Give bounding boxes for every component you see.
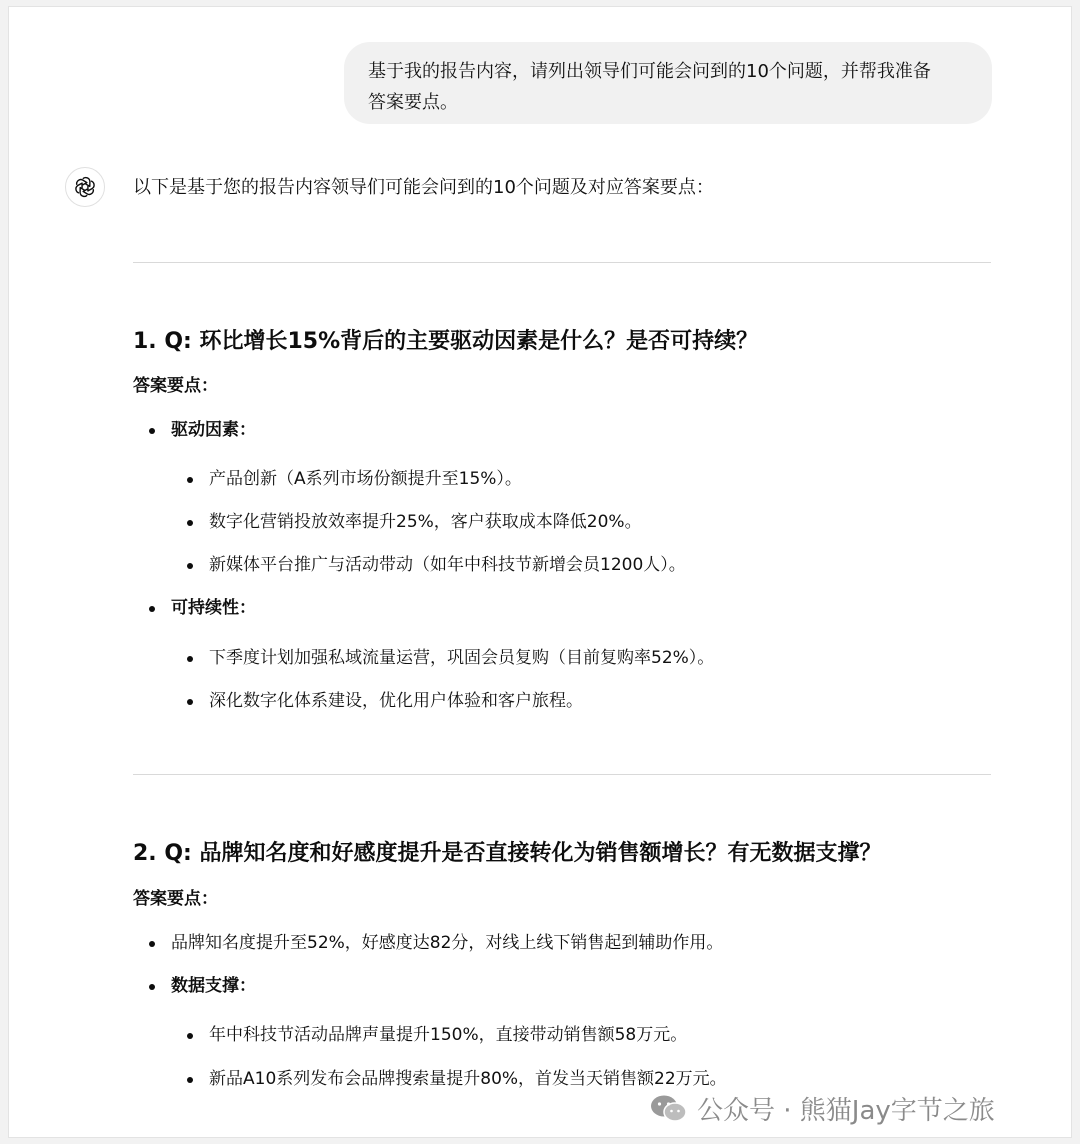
list-item-text: 品牌知名度提升至52%，好感度达82分，对线上线下销售起到辅助作用。 (171, 933, 724, 953)
list-item-text: 数字化营销投放效率提升25%，客户获取成本降低20%。 (209, 512, 642, 532)
list-item-text: 产品创新（A系列市场份额提升至15%）。 (209, 469, 522, 489)
list-item (151, 974, 256, 998)
list-item-text: 新品A10系列发布会品牌搜索量提升80%，首发当天销售额22万元。 (209, 1069, 727, 1089)
bullet (187, 563, 193, 569)
list-item (189, 646, 714, 670)
assistant-intro: 以下是基于您的报告内容领导们可能会问到的10个问题及对应答案要点： (133, 177, 714, 198)
divider (133, 262, 991, 263)
list-item (189, 1067, 727, 1091)
list-item (151, 931, 723, 955)
section-label: 驱动因素： (171, 420, 256, 440)
bullet (187, 1033, 193, 1039)
user-message-bubble (344, 42, 992, 124)
list-item (189, 689, 583, 713)
bullet (187, 699, 193, 705)
list-item (189, 467, 522, 491)
list-item (189, 553, 686, 577)
bullet (149, 941, 155, 947)
bullet (187, 477, 193, 483)
question-2-title: 2. Q: 品牌知名度和好感度提升是否直接转化为销售额增长？有无数据支撑？ (133, 841, 882, 866)
bullet (187, 520, 193, 526)
section-label: 可持续性： (171, 598, 256, 618)
list-item (189, 1023, 687, 1047)
bullet (149, 606, 155, 612)
openai-logo-icon (73, 175, 97, 199)
user-message-line-1: 基于我的报告内容，请列出领导们可能会问到的10个问题，并帮我准备 (368, 61, 931, 82)
watermark-text: 公众号 · 熊猫Jay字节之旅 (697, 1096, 995, 1126)
question-1-title: 1. Q: 环比增长15%背后的主要驱动因素是什么？是否可持续？ (133, 329, 759, 354)
list-item (151, 418, 256, 442)
list-item-text: 年中科技节活动品牌声量提升150%，直接带动销售额58万元。 (209, 1025, 688, 1045)
wechat-icon (649, 1094, 689, 1124)
list-item-text: 新媒体平台推广与活动带动（如年中科技节新增会员1200人）。 (209, 555, 686, 575)
bullet (149, 984, 155, 990)
divider (133, 774, 991, 775)
user-message-line-2: 答案要点。 (368, 92, 458, 113)
question-2-answer-label: 答案要点： (133, 889, 218, 909)
watermark (649, 1090, 995, 1127)
assistant-avatar (65, 167, 105, 207)
bullet (187, 1077, 193, 1083)
chat-window (8, 6, 1072, 1138)
list-item-text: 下季度计划加强私域流量运营，巩固会员复购（目前复购率52%）。 (209, 648, 715, 668)
bullet (149, 428, 155, 434)
question-1-answer-label: 答案要点： (133, 376, 218, 396)
bullet (187, 656, 193, 662)
list-item (151, 596, 256, 620)
list-item-text: 深化数字化体系建设，优化用户体验和客户旅程。 (209, 691, 583, 711)
list-item (189, 510, 642, 534)
section-label: 数据支撑： (171, 976, 256, 996)
